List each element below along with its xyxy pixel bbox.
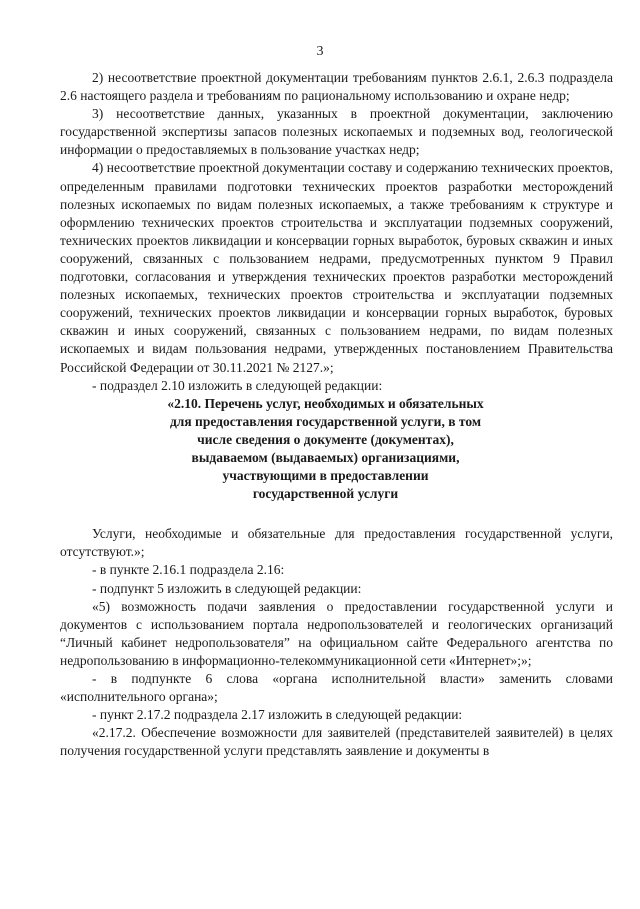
paragraph-services-none: Услуги, необходимые и обязательные для предоставления государственной услуги, отсутствуют.»; xyxy=(60,526,613,560)
paragraph-subpoint-6: - в подпункте 6 слова «органа исполнительной власти» заменить словами «исполнительного органа»; xyxy=(60,671,613,705)
paragraph-point-2-17-2-instruction: - пункт 2.17.2 подраздела 2.17 изложить в следующей редакции: xyxy=(92,707,463,723)
paragraph-point-2-16-1: - в пункте 2.16.1 подраздела 2.16: xyxy=(92,562,285,578)
page-number: 3 xyxy=(316,44,324,59)
paragraph-subpoint-5-text: «5) возможность подачи заявления о предоставлении государственной услуги и документов с использованием портала недропользователей и геологических организаций “Личный кабинет недропользователя” на официальном сайте Федерального агентства по недропользованию в информационно-телекоммуникационной сети «Интернет»;»; xyxy=(60,598,613,668)
heading-line: числе сведения о документе (документах), xyxy=(197,431,454,447)
heading-line: государственной услуги xyxy=(252,486,399,502)
document-body xyxy=(60,69,613,760)
heading-line: для предоставления государственной услуги, в том xyxy=(169,413,482,429)
paragraph-item-2: 2) несоответствие проектной документации требованиям пунктов 2.6.1, 2.6.3 подраздела 2.6 настоящего раздела и требованиям по рациональному использованию и охране недр; xyxy=(60,70,613,104)
paragraph-subsection-2-10-instruction: - подраздел 2.10 изложить в следующей редакции: xyxy=(92,377,383,393)
heading-line: участвующими в предоставлении xyxy=(222,468,429,484)
heading-line: «2.10. Перечень услуг, необходимых и обязательных xyxy=(167,395,484,411)
paragraph-item-4: 4) несоответствие проектной документации составу и содержанию технических проектов, определенным правилами подготовки технических проектов разработки месторождений полезных ископаемых по видам полезных ископаемых, а также требованиям к структуре и оформлению технических проектов строительства и эксплуатации подземных сооружений, технических проектов ликвидации и консервации горных выработок, буровых скважин и иных сооружений, связанных с пользованием недрами, предусмотренных пунктом 9 Правил подготовки, согласования и утверждения технических проектов разработки месторождений полезных ископаемых, технических проектов строительства и эксплуатации подземных сооружений, технических проектов ликвидации и консервации горных выработок, буровых скважин и иных сооружений, связанных с пользованием недрами, по видам полезных ископаемых и видам пользования недрами, утвержденных постановлением Правительства Российской Федерации от 30.11.2021 № 2127.»; xyxy=(60,160,613,375)
heading-line: выдаваемом (выдаваемых) организациями, xyxy=(191,449,460,465)
paragraph-point-2-17-2-text: «2.17.2. Обеспечение возможности для заявителей (представителей заявителей) в целях получения государственной услуги представлять заявление и документы в xyxy=(60,725,613,759)
paragraph-subpoint-5-instruction: - подпункт 5 изложить в следующей редакции: xyxy=(92,580,362,596)
paragraph-item-3: 3) несоответствие данных, указанных в проектной документации, заключению государственной экспертизы запасов полезных ископаемых и подземных вод, геологической информации о предоставляемых в пользование участках недр; xyxy=(60,106,613,158)
section-heading-2-10 xyxy=(60,395,613,504)
spacer xyxy=(60,503,613,525)
